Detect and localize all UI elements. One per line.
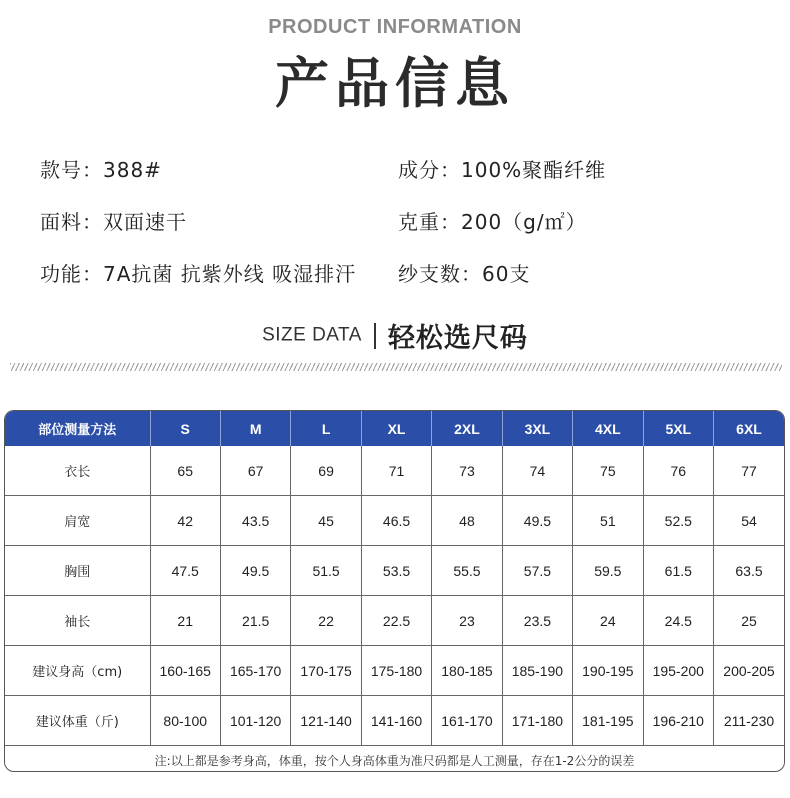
table-cell: 21.5 [220,596,290,646]
table-cell: 175-180 [361,646,431,696]
table-cell: 22.5 [361,596,431,646]
table-row [5,646,784,696]
table-cell: 24 [573,596,643,646]
table-cell: 54 [714,496,785,546]
header-cell-size: 3XL [502,411,572,446]
table-cell: 51.5 [291,546,361,596]
table-cell: 23.5 [502,596,572,646]
table-cell: 24.5 [643,596,713,646]
table-cell: 52.5 [643,496,713,546]
table-cell: 25 [714,596,785,646]
row-label: 衣长 [5,446,150,496]
table-cell: 47.5 [150,546,220,596]
table-cell: 51 [573,496,643,546]
table-row [5,596,784,646]
table-cell: 57.5 [502,546,572,596]
table-cell: 170-175 [291,646,361,696]
table-cell: 21 [150,596,220,646]
header-cell-size: 6XL [714,411,785,446]
table-cell: 43.5 [220,496,290,546]
size-data-heading [0,316,790,355]
table-cell: 195-200 [643,646,713,696]
header-cell-size: 5XL [643,411,713,446]
table-cell: 196-210 [643,696,713,746]
header-cell-size: M [220,411,290,446]
table-cell: 67 [220,446,290,496]
header-cell-size: S [150,411,220,446]
table-row [5,546,784,596]
info-fabric: 面料：双面速干 [40,210,187,234]
english-section-title: PRODUCT INFORMATION [268,16,522,38]
table-row [5,496,784,546]
size-table [5,411,784,772]
size-table-header-row [5,411,784,446]
row-label: 肩宽 [5,496,150,546]
table-cell: 165-170 [220,646,290,696]
hatched-divider [10,363,782,371]
row-label: 建议身高（cm) [5,646,150,696]
table-cell: 23 [432,596,502,646]
table-row [5,696,784,746]
table-cell: 171-180 [502,696,572,746]
table-cell: 59.5 [573,546,643,596]
header-cell-size: 4XL [573,411,643,446]
table-cell: 45 [291,496,361,546]
table-cell: 180-185 [432,646,502,696]
table-cell: 63.5 [714,546,785,596]
info-style-number: 款号：388# [40,158,162,182]
table-cell: 77 [714,446,785,496]
table-cell: 71 [361,446,431,496]
measurement-note: 注:以上都是参考身高，体重，按个人身高体重为准尺码都是人工测量，存在1-2公分的误差 [154,753,635,768]
table-cell: 74 [502,446,572,496]
table-note-row [5,746,784,773]
size-table-body [5,446,784,746]
info-yarn-count: 纱支数：60支 [398,262,531,286]
table-cell: 49.5 [502,496,572,546]
table-cell: 46.5 [361,496,431,546]
table-cell: 200-205 [714,646,785,696]
table-cell: 211-230 [714,696,785,746]
info-composition: 成分：100%聚酯纤维 [398,158,607,182]
size-table-container [4,410,785,772]
table-cell: 53.5 [361,546,431,596]
info-weight: 克重：200（g/㎡） [398,210,587,234]
table-cell: 69 [291,446,361,496]
header-cell-size: L [291,411,361,446]
table-cell: 121-140 [291,696,361,746]
table-row [5,446,784,496]
table-cell: 65 [150,446,220,496]
table-cell: 185-190 [502,646,572,696]
page-title: 产品信息 [275,52,515,115]
heading-divider [374,323,376,349]
table-cell: 55.5 [432,546,502,596]
table-cell: 80-100 [150,696,220,746]
table-cell: 22 [291,596,361,646]
table-cell: 61.5 [643,546,713,596]
row-label: 袖长 [5,596,150,646]
table-cell: 160-165 [150,646,220,696]
table-cell: 141-160 [361,696,431,746]
table-cell: 49.5 [220,546,290,596]
info-function: 功能：7A抗菌 抗紫外线 吸湿排汗 [40,262,357,286]
table-cell: 101-120 [220,696,290,746]
row-label: 建议体重（斤) [5,696,150,746]
table-cell: 48 [432,496,502,546]
table-cell: 76 [643,446,713,496]
size-data-label-en: SIZE DATA [262,324,362,346]
size-data-label-cn: 轻松选尺码 [387,323,528,354]
table-cell: 42 [150,496,220,546]
header-cell-measure-method: 部位测量方法 [5,411,150,446]
table-cell: 75 [573,446,643,496]
header-cell-size: 2XL [432,411,502,446]
table-cell: 161-170 [432,696,502,746]
row-label: 胸围 [5,546,150,596]
header-cell-size: XL [361,411,431,446]
table-cell: 190-195 [573,646,643,696]
table-cell: 73 [432,446,502,496]
table-cell: 181-195 [573,696,643,746]
